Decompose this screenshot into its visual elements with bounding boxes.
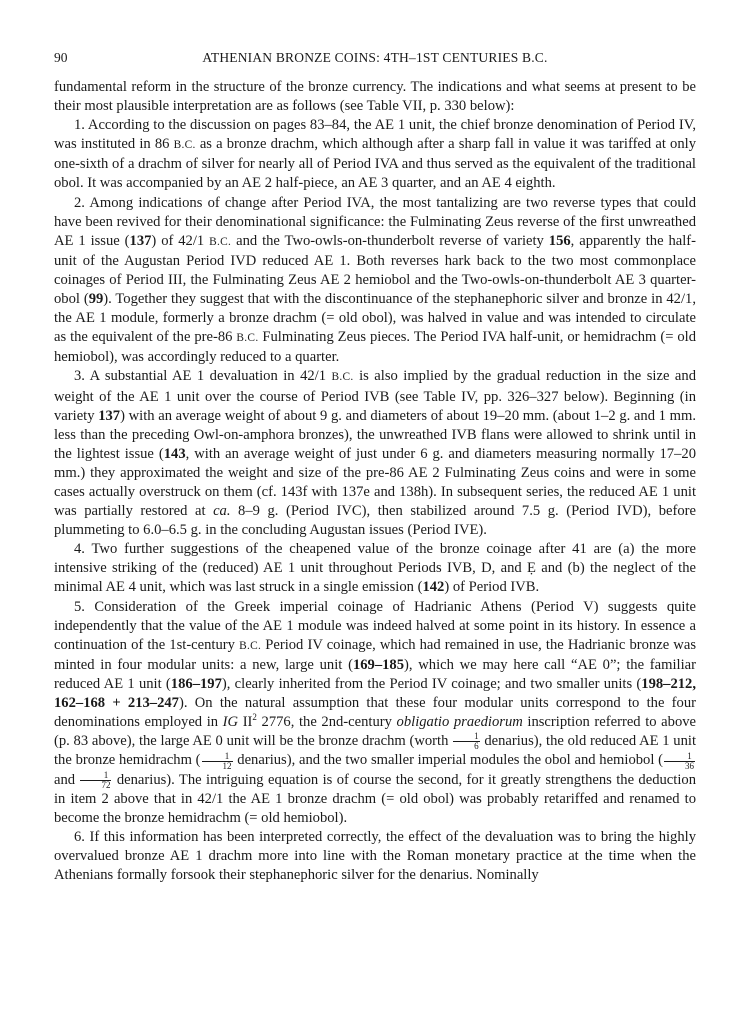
paragraph-2: 2. Among indications of change after Period IVA, the most tantalizing are two reverse types that could have been revived for their denominational significance: the Fulminating Zeus reverse of the first unwreathed AE 1 issue (137) of 42/1 B.C. and the Two-owls-on-thunderbolt reverse of variety 156, apparently the half-unit of the Augustan Period IVD reduced AE 1. Both reverses hark back to the two most commonplace coinages of Period III, the Fulminating Zeus AE 2 hemiobol and the Two-owls-on-thunderbolt AE 3 quarter-obol (99). Together they suggest that with the discontinuance of the stephanephoric silver and bronze in 42/1, the AE 1 module, formerly a bronze drachm (= old obol), was halved in value and was intended to circulate as the equivalent of the pre-86 B.C. Fulminating Zeus pieces. The Period IVA half-unit, or hemidrachm (= old hemiobol), was accordingly reduced to a quarter. (54, 194, 697, 366)
fraction-one-seventysecond: $\frac{1}{72}$ (80, 771, 111, 790)
fraction-one-sixth: $\frac{1}{6}$ (453, 732, 480, 751)
intro-paragraph: fundamental reform in the structure of the bronze currency. The indications and what seems at present to be their most plausible interpretation are as follows (see Table VII, p. 330 below): (54, 79, 696, 115)
paragraph-3: 3. A substantial AE 1 devaluation in 42/1 B.C. is also implied by the gradual reduction in the size and weight of the AE 1 unit over the course of Period IVB (see Table IV, pp. 326–327 below). Beginning (in variety 137) with an average weight of about 9 g. and diameters of about 19–20 mm. (about 1–2 g. and 1 mm. less than the preceding Owl-on-amphora bronzes), the unwreathed IVB flans were allowed to shrink until in the lightest issue (143, with an average weight of just under 6 g. and diameters measuring normally 17–20 mm.) they approximated the weight and size of the pre-86 AE 2 Fulminating Zeus coins and were in some cases actually overstruck on them (cf. 143f with 137e and 138h). In subsequent series, the reduced AE 1 unit was partially restored at ca. 8–9 g. (Period IVC), then stabilized around 7.5 g. (Period IVD), before plummeting to 6.0–6.5 g. in the concluding Augustan issues (Period IVE). (54, 368, 696, 539)
paragraph-4: 4. Two further suggestions of the cheapened value of the bronze coinage after 41 are (a) the more intensive striking of the (reduced) AE 1 unit throughout Periods IVB, D, and Ẹ and (b) the neglect of the minimal AE 4 unit, which was last struck in a single emission (142) of Period IVB. (54, 541, 696, 596)
paragraph-1: 1. According to the discussion on pages 83–84, the AE 1 unit, the chief bronze denomination of Period IV, was instituted in 86 B.C. as a bronze drachm, which although after a sharp fall in value it was tariffed at only one-sixth of a drachm of silver for nearly all of Period IVA and thus served as the equivalent of the traditional obol. It was accompanied by an AE 2 half-piece, an AE 3 quarter, and an AE 4 eighth. (54, 117, 696, 192)
fraction-one-thirtysixth: $\frac{1}{36}$ (664, 752, 695, 771)
page-header (54, 50, 696, 72)
running-title: ATHENIAN BRONZE COINS: 4TH–1ST CENTURIES B.C. (202, 50, 548, 65)
body-text (54, 78, 696, 885)
fraction-one-twelfth: $\frac{1}{12}$ (202, 752, 233, 771)
paragraph-6: 6. If this information has been interpreted correctly, the effect of the devaluation was to bring the highly overvalued bronze AE 1 drachm more into line with the Roman monetary practice at the time when the Athenians formally forsook their stephanephoric silver for the denarius. Nominally (54, 828, 696, 884)
page-number: 90 (54, 50, 68, 65)
document-page (54, 50, 696, 885)
paragraph-5: 5. Consideration of the Greek imperial coinage of Hadrianic Athens (Period V) suggests quite independently that the value of the AE 1 module was indeed halved at some point in its history. In essence a continuation of the 1st-century B.C. Period IV coinage, which had remained in use, the Hadrianic bronze was minted in four modular units: a new, large unit (169–185), which we may here call “AE 0”; the familiar reduced AE 1 unit (186–197), clearly inherited from the Period IV coinage; and two smaller units (198–212, 162–168 + 213–247). On the natural assumption that these four modular units correspond to the four denominations employed in IG $II^2$ 2776, the 2nd-century obligatio praediorum inscription referred to above (p. 83 above), the large AE 0 unit will be the bronze drachm (worth $\frac{1}{6}$ denarius), the old reduced AE 1 unit the bronze hemidrachm ( $\frac{1}{12}$ denarius), and the two smaller imperial modules the obol and hemiobol ( $\frac{1}{36}$ and $\frac{1}{72}$ denarius). The intriguing equation is of course the second, for it greatly strengthens the deduction in item 2 above that in 42/1 the AE 1 bronze drachm (= old obol) was probably retariffed and renamed to become the bronze hemidrachm (= old hemiobol). (54, 598, 697, 826)
